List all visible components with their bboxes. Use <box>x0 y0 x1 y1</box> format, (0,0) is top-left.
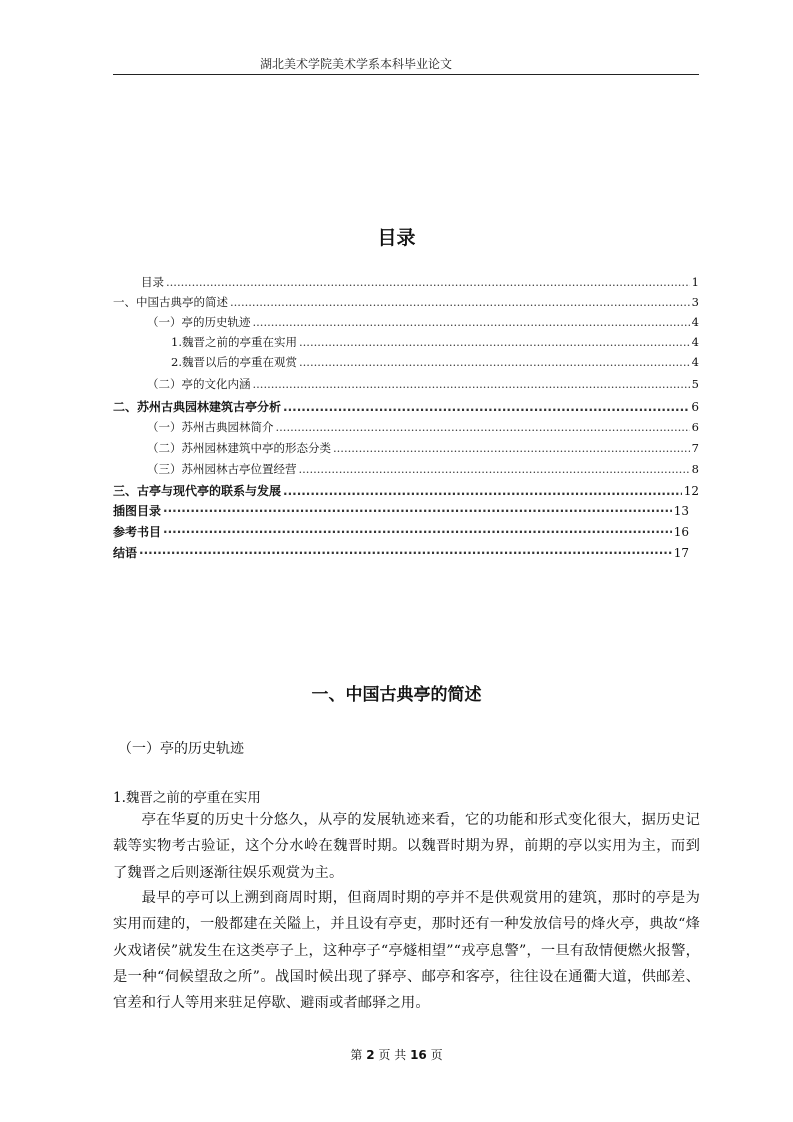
subsection-title: 1.魏晋之前的亭重在实用 <box>113 790 261 806</box>
toc-title: 目录 <box>377 227 416 249</box>
toc-entry-references[interactable]: 参考书目 ····· 16 <box>113 523 689 543</box>
toc-entry-subsection-2[interactable]: 2.魏晋以后的亭重在观赏 ..... 4 <box>171 354 699 374</box>
footer-total-pages: 16 <box>410 1048 427 1062</box>
toc-entry-chapter-1[interactable]: 一、中国古典亭的简述 ..... 3 <box>113 294 699 314</box>
toc-entry-subsection-1[interactable]: 1.魏晋之前的亭重在实用 ..... 4 <box>171 334 699 354</box>
toc-entry-chapter-3[interactable]: 三、古亭与现代亭的联系与发展 ..... 12 <box>113 482 699 502</box>
toc-entry-section-2-3[interactable]: （三）苏州园林古亭位置经营 ..... 8 <box>147 461 699 481</box>
section-title: （一）亭的历史轨迹 <box>118 741 244 757</box>
body-paragraph: 最早的亭可以上溯到商周时期，但商周时期的亭并不是供观赏用的建筑，那时的亭是为实用而建的，一般都建在关隘上，并且设有亭吏，那时还有一种发放信号的烽火亭，典故“烽火戏诸侯”就发生在这类亭子上，这种亭子“亭燧相望”“戎亭息警”，一旦有敌情便燃火报警，是一种“伺候望敌之所”。战国时候出现了驿亭、邮亭和客亭，往往设在通衢大道，供邮差、官差和行人等用来驻足停歇、避雨或者邮驿之用。 <box>113 890 700 1012</box>
toc-entry-section-1-2[interactable]: （二）亭的文化内涵 ..... 5 <box>147 376 699 396</box>
footer-current-page: 2 <box>366 1048 375 1062</box>
chapter-title: 一、中国古典亭的简述 <box>311 685 482 705</box>
toc-entry-conclusion[interactable]: 结语 ····· 17 <box>113 544 689 564</box>
toc-entry-section-2-1[interactable]: （一）苏州古典园林简介 ..... 6 <box>147 419 699 439</box>
footer-middle: 页 共 <box>378 1048 407 1062</box>
toc-entry-section-1-1[interactable]: （一）亭的历史轨迹 ..... 4 <box>147 314 699 334</box>
toc-entry-figures[interactable]: 插图目录 ····· 13 <box>113 502 689 522</box>
toc-entry-chapter-2[interactable]: 二、苏州古典园林建筑古亭分析 ..... 6 <box>113 398 699 418</box>
page-header <box>113 52 699 75</box>
toc-entry-contents[interactable]: 目录 ..... 1 <box>141 274 699 294</box>
header-text: 湖北美术学院美术学系本科毕业论文 <box>260 57 453 71</box>
page-footer <box>0 1046 793 1063</box>
toc-entry-section-2-2[interactable]: （二）苏州园林建筑中亭的形态分类 ..... 7 <box>147 440 699 460</box>
footer-prefix: 第 <box>350 1048 363 1062</box>
footer-suffix: 页 <box>430 1048 443 1062</box>
body-paragraph: 亭在华夏的历史十分悠久，从亭的发展轨迹来看，它的功能和形式变化很大，据历史记载等实物考古验证，这个分水岭在魏晋时期。以魏晋时期为界，前期的亭以实用为主，而到了魏晋之后则逐渐往娱乐观赏为主。 <box>113 812 700 881</box>
